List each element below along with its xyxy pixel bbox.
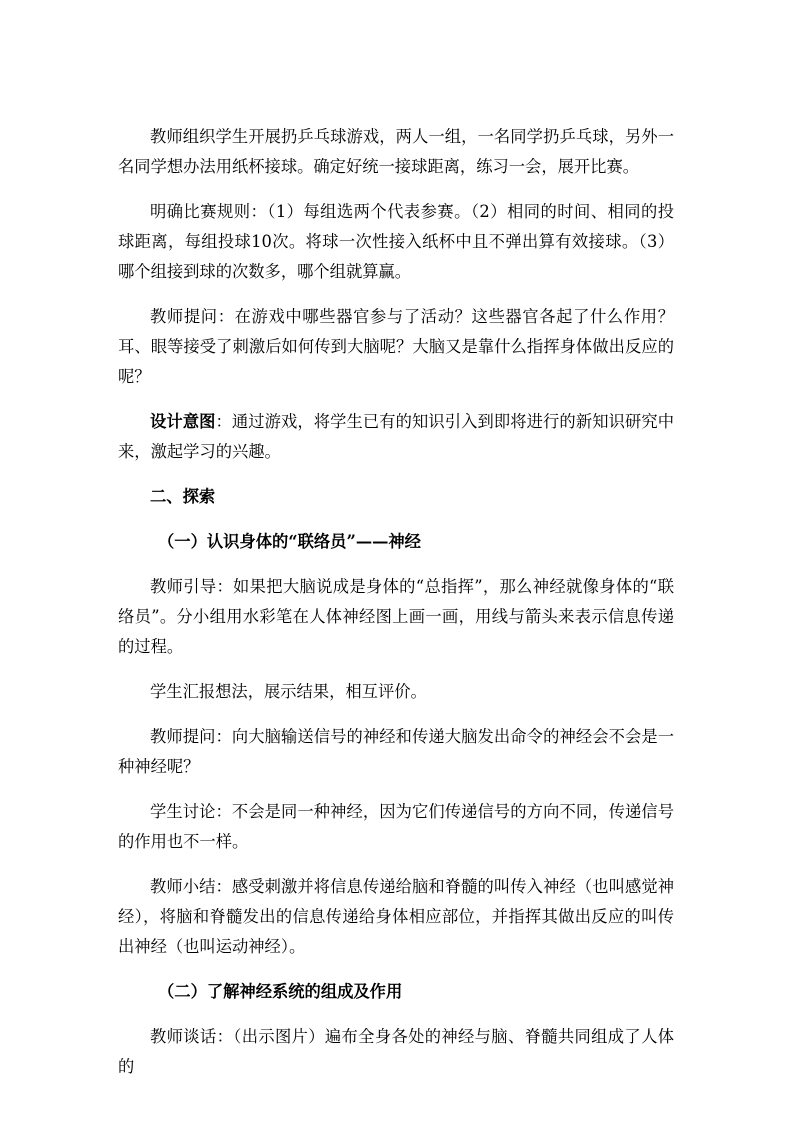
subsection-heading-nervous-system: （二）了解神经系统的组成及作用 xyxy=(158,982,403,1001)
paragraph-design-intent xyxy=(118,407,674,467)
section-heading-explore: 二、探索 xyxy=(150,487,216,506)
paragraph-teacher-talk: 教师谈话：（出示图片）遍布全身各处的神经与脑、脊髓共同组成了人体的 xyxy=(118,1027,674,1076)
paragraph-game-intro: 教师组织学生开展扔乒乓球游戏，两人一组，一名同学扔乒乓球，另外一名同学想办法用纸杯接球。确定好统一接球距离，练习一会，展开比赛。 xyxy=(118,127,674,176)
paragraph-teacher-question: 教师提问：在游戏中哪些器官参与了活动？这些器官各起了什么作用？耳、眼等接受了刺激后如何传到大脑呢？大脑又是靠什么指挥身体做出反应的呢？ xyxy=(118,307,674,386)
paragraph-rules: 明确比赛规则：（1）每组选两个代表参赛。（2）相同的时间、相同的投球距离，每组投球10次。将球一次性接入纸杯中且不弹出算有效接球。（3）哪个组接到球的次数多，哪个组就算赢。 xyxy=(118,202,674,281)
paragraph-teacher-summary: 教师小结：感受刺激并将信息传递给脑和脊髓的叫传入神经（也叫感觉神经），将脑和脊髓发出的信息传递给身体相应部位，并指挥其做出反应的叫传出神经（也叫运动神经）。 xyxy=(118,877,674,956)
paragraph-student-discussion: 学生讨论：不会是同一种神经，因为它们传递信号的方向不同，传递信号的作用也不一样。 xyxy=(118,802,674,851)
design-intent-label: 设计意图 xyxy=(150,412,216,431)
paragraph-student-report: 学生汇报想法，展示结果，相互评价。 xyxy=(150,682,427,701)
design-intent-text: ：通过游戏，将学生已有的知识引入到即将进行的新知识研究中来，激起学习的兴趣。 xyxy=(118,412,674,461)
paragraph-teacher-guide: 教师引导：如果把大脑说成是身体的“总指挥”，那么神经就像身体的“联络员”。分小组用水彩笔在人体神经图上画一画，用线与箭头来表示信息传递的过程。 xyxy=(118,577,674,656)
document-page xyxy=(118,122,674,1097)
paragraph-teacher-question-2: 教师提问：向大脑输送信号的神经和传递大脑发出命令的神经会不会是一种神经呢？ xyxy=(118,727,674,776)
subsection-heading-nerves: （一）认识身体的“联络员”——神经 xyxy=(158,532,421,551)
